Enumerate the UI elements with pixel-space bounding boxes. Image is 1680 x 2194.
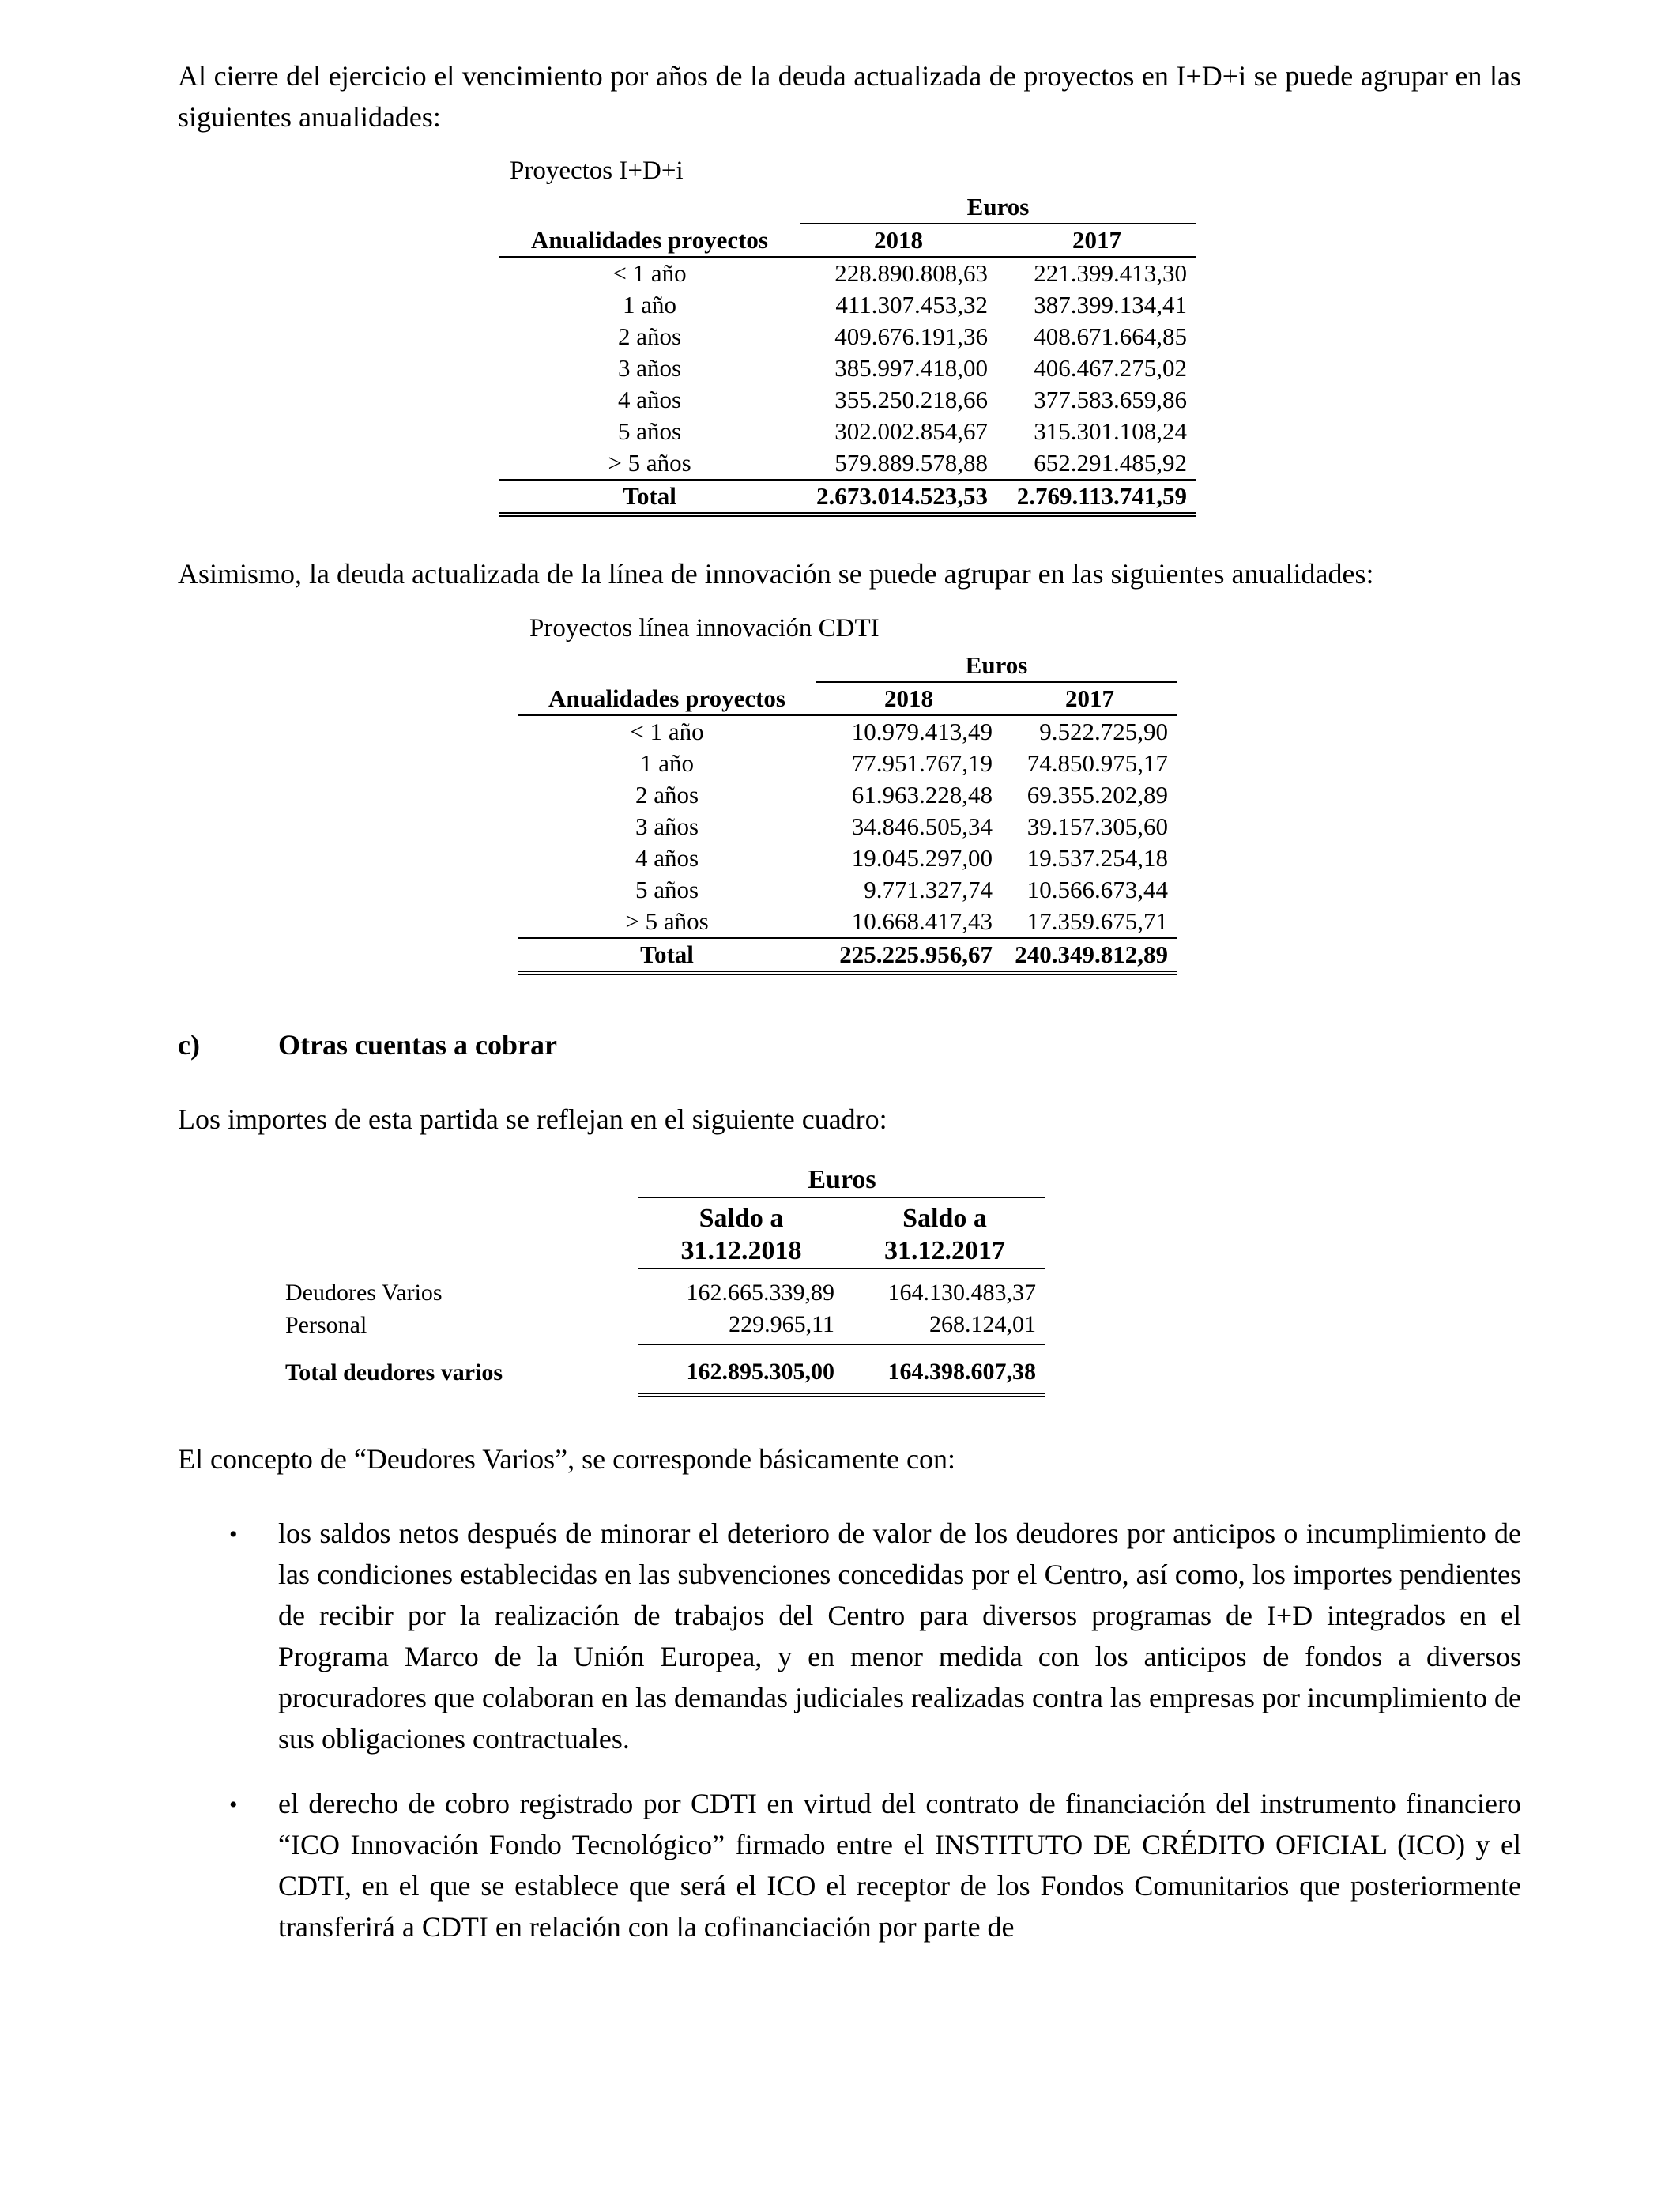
table2-total-row bbox=[518, 938, 1177, 973]
table3-header-row-2 bbox=[281, 1235, 1045, 1269]
row-label: 1 año bbox=[639, 749, 694, 777]
table3-col2-date: 31.12.2017 bbox=[844, 1235, 1045, 1269]
row-label: Deudores Varios bbox=[285, 1280, 443, 1306]
table2-proyectos-innovacion bbox=[518, 650, 1177, 975]
total-2017: 164.398.607,38 bbox=[844, 1344, 1045, 1395]
value-2017: 652.291.485,92 bbox=[997, 447, 1196, 480]
value-2018: 162.665.339,89 bbox=[686, 1280, 834, 1306]
table-row bbox=[281, 1277, 1045, 1309]
value-2018: 34.846.505,34 bbox=[851, 812, 993, 840]
row-label: 1 año bbox=[622, 291, 676, 319]
table3-group-header-row bbox=[281, 1163, 1045, 1197]
table1-col-2017: 2017 bbox=[997, 224, 1196, 257]
value-2018: 9.771.327,74 bbox=[864, 876, 993, 903]
value-2017: 9.522.725,90 bbox=[1039, 718, 1168, 745]
table3-euros-header: Euros bbox=[638, 1163, 1045, 1197]
value-2017: 10.566.673,44 bbox=[1026, 876, 1168, 903]
concepto-paragraph: El concepto de “Deudores Varios”, se corresponde básicamente con: bbox=[178, 1443, 955, 1475]
table2-col-anualidades: Anualidades proyectos bbox=[518, 682, 816, 715]
table1-header-row bbox=[499, 224, 1196, 257]
table3-header-row-1 bbox=[281, 1197, 1045, 1235]
bullet-paragraph: los saldos netos después de minorar el deterioro de valor de los deudores por anticipos o incumplimiento de las condiciones establecidas en las subvenciones concedidas por el Centro, así como, los importes pendientes de recibir por la realización de trabajos del Centro para diversos programas de I+D integrados en el Programa Marco de la Unión Europea, y en menor medida con los anticipos de fondos a diversos procuradores que colaboran en las demandas judiciales realizadas contra las empresas por incumplimiento de sus obligaciones contractuales. bbox=[278, 1517, 1521, 1755]
value-2018: 579.889.578,88 bbox=[800, 447, 997, 480]
value-2017: 406.467.275,02 bbox=[1034, 354, 1187, 382]
total-2018: 225.225.956,67 bbox=[816, 938, 1002, 973]
value-2018: 302.002.854,67 bbox=[834, 417, 988, 445]
value-2018: 228.890.808,63 bbox=[834, 259, 988, 287]
value-2018: 77.951.767,19 bbox=[851, 749, 993, 777]
value-2017: 164.130.483,37 bbox=[887, 1280, 1037, 1306]
value-2017: 74.850.975,17 bbox=[1026, 749, 1168, 777]
table-row bbox=[281, 1309, 1045, 1344]
row-label: < 1 año bbox=[612, 259, 687, 287]
table-row bbox=[518, 874, 1177, 906]
table1-total-row bbox=[499, 480, 1196, 515]
table3-col2-line1: Saldo a bbox=[902, 1204, 987, 1233]
row-label: < 1 año bbox=[630, 718, 704, 745]
row-label: 5 años bbox=[617, 417, 682, 445]
row-label: > 5 años bbox=[518, 906, 816, 938]
value-2018: 409.676.191,36 bbox=[834, 322, 988, 350]
table2-col-2017: 2017 bbox=[1002, 682, 1177, 715]
row-label: 3 años bbox=[635, 812, 699, 840]
table-row bbox=[518, 843, 1177, 874]
total-2017: 240.349.812,89 bbox=[1002, 938, 1177, 973]
table1-caption: Proyectos I+D+i bbox=[510, 156, 684, 185]
table-row bbox=[518, 906, 1177, 938]
table1-euros-header: Euros bbox=[800, 191, 1196, 224]
value-2017: 387.399.134,41 bbox=[1034, 291, 1187, 319]
table1-col-2018: 2018 bbox=[800, 224, 997, 257]
value-2018: 10.668.417,43 bbox=[816, 906, 1002, 938]
section-c-letter: c) bbox=[178, 1029, 200, 1061]
value-2017: 69.355.202,89 bbox=[1026, 781, 1168, 809]
table-row bbox=[499, 416, 1196, 447]
table2-header-row bbox=[518, 682, 1177, 715]
table-row bbox=[499, 289, 1196, 321]
value-2018: 10.979.413,49 bbox=[851, 718, 993, 745]
value-2018: 385.997.418,00 bbox=[834, 354, 988, 382]
row-label: Personal bbox=[285, 1311, 367, 1338]
intro-paragraph: Al cierre del ejercicio el vencimiento por años de la deuda actualizada de proyectos en I+D+i se puede agrupar en las siguientes anualidades: bbox=[178, 60, 1521, 133]
total-label: Total bbox=[518, 938, 816, 973]
value-2017: 408.671.664,85 bbox=[1034, 322, 1187, 350]
total-label: Total deudores varios bbox=[285, 1359, 503, 1385]
table2-caption: Proyectos línea innovación CDTI bbox=[529, 614, 880, 643]
row-label: 5 años bbox=[635, 876, 699, 903]
value-2018: 411.307.453,32 bbox=[835, 291, 988, 319]
table-row bbox=[518, 779, 1177, 811]
section-c-title: Otras cuentas a cobrar bbox=[278, 1029, 557, 1061]
value-2017: 268.124,01 bbox=[844, 1309, 1045, 1344]
table-row bbox=[499, 447, 1196, 480]
value-2018: 355.250.218,66 bbox=[834, 386, 988, 413]
table-row bbox=[499, 257, 1196, 289]
table1-group-header-row bbox=[499, 191, 1196, 224]
total-2017: 2.769.113.741,59 bbox=[997, 480, 1196, 515]
value-2018: 19.045.297,00 bbox=[851, 844, 993, 872]
row-label: 2 años bbox=[617, 322, 682, 350]
bullet-icon: • bbox=[229, 1792, 238, 1818]
table3-total-row bbox=[281, 1344, 1045, 1395]
bullet-paragraph: el derecho de cobro registrado por CDTI en virtud del contrato de financiación del instrumento financiero “ICO Innovación Fondo Tecnológico” firmado entre el INSTITUTO DE CRÉDITO OFICIAL (ICO) y el CDTI, en el que se establece que será el ICO el receptor de los Fondos Comunitarios que posteriormente transferirá a CDTI en relación con la cofinanciación por parte de bbox=[278, 1788, 1521, 1943]
table-row bbox=[499, 321, 1196, 352]
table3-otras-cuentas bbox=[281, 1163, 1045, 1397]
table2-col-2018: 2018 bbox=[816, 682, 1002, 715]
value-2017: 19.537.254,18 bbox=[1026, 844, 1168, 872]
value-2017: 315.301.108,24 bbox=[1034, 417, 1187, 445]
value-2018: 229.965,11 bbox=[638, 1309, 844, 1344]
value-2017: 377.583.659,86 bbox=[1034, 386, 1187, 413]
table3-col1-date: 31.12.2018 bbox=[638, 1235, 844, 1269]
row-label: 3 años bbox=[617, 354, 682, 382]
row-label: 4 años bbox=[635, 844, 699, 872]
table1-proyectos-idi bbox=[499, 191, 1196, 517]
table-row bbox=[499, 352, 1196, 384]
table3-col1-line1: Saldo a bbox=[699, 1204, 784, 1233]
value-2017: 221.399.413,30 bbox=[1034, 259, 1187, 287]
importes-paragraph: Los importes de esta partida se reflejan en el siguiente cuadro: bbox=[178, 1103, 887, 1135]
bullet-icon: • bbox=[229, 1521, 238, 1547]
total-label: Total bbox=[499, 480, 800, 515]
value-2018: 61.963.228,48 bbox=[851, 781, 993, 809]
table2-group-header-row bbox=[518, 650, 1177, 682]
value-2017: 39.157.305,60 bbox=[1026, 812, 1168, 840]
table-row bbox=[518, 748, 1177, 779]
table2-euros-header: Euros bbox=[816, 650, 1177, 682]
total-2018: 2.673.014.523,53 bbox=[800, 480, 997, 515]
value-2017: 17.359.675,71 bbox=[1002, 906, 1177, 938]
table-row bbox=[518, 715, 1177, 748]
innovacion-paragraph: Asimismo, la deuda actualizada de la línea de innovación se puede agrupar en las siguientes anualidades: bbox=[178, 558, 1374, 590]
table-row bbox=[518, 811, 1177, 843]
table1-col-anualidades: Anualidades proyectos bbox=[499, 224, 800, 257]
row-label: 2 años bbox=[635, 781, 699, 809]
row-label: 4 años bbox=[617, 386, 682, 413]
total-2018: 162.895.305,00 bbox=[638, 1344, 844, 1395]
row-label: > 5 años bbox=[499, 447, 800, 480]
table-row bbox=[499, 384, 1196, 416]
